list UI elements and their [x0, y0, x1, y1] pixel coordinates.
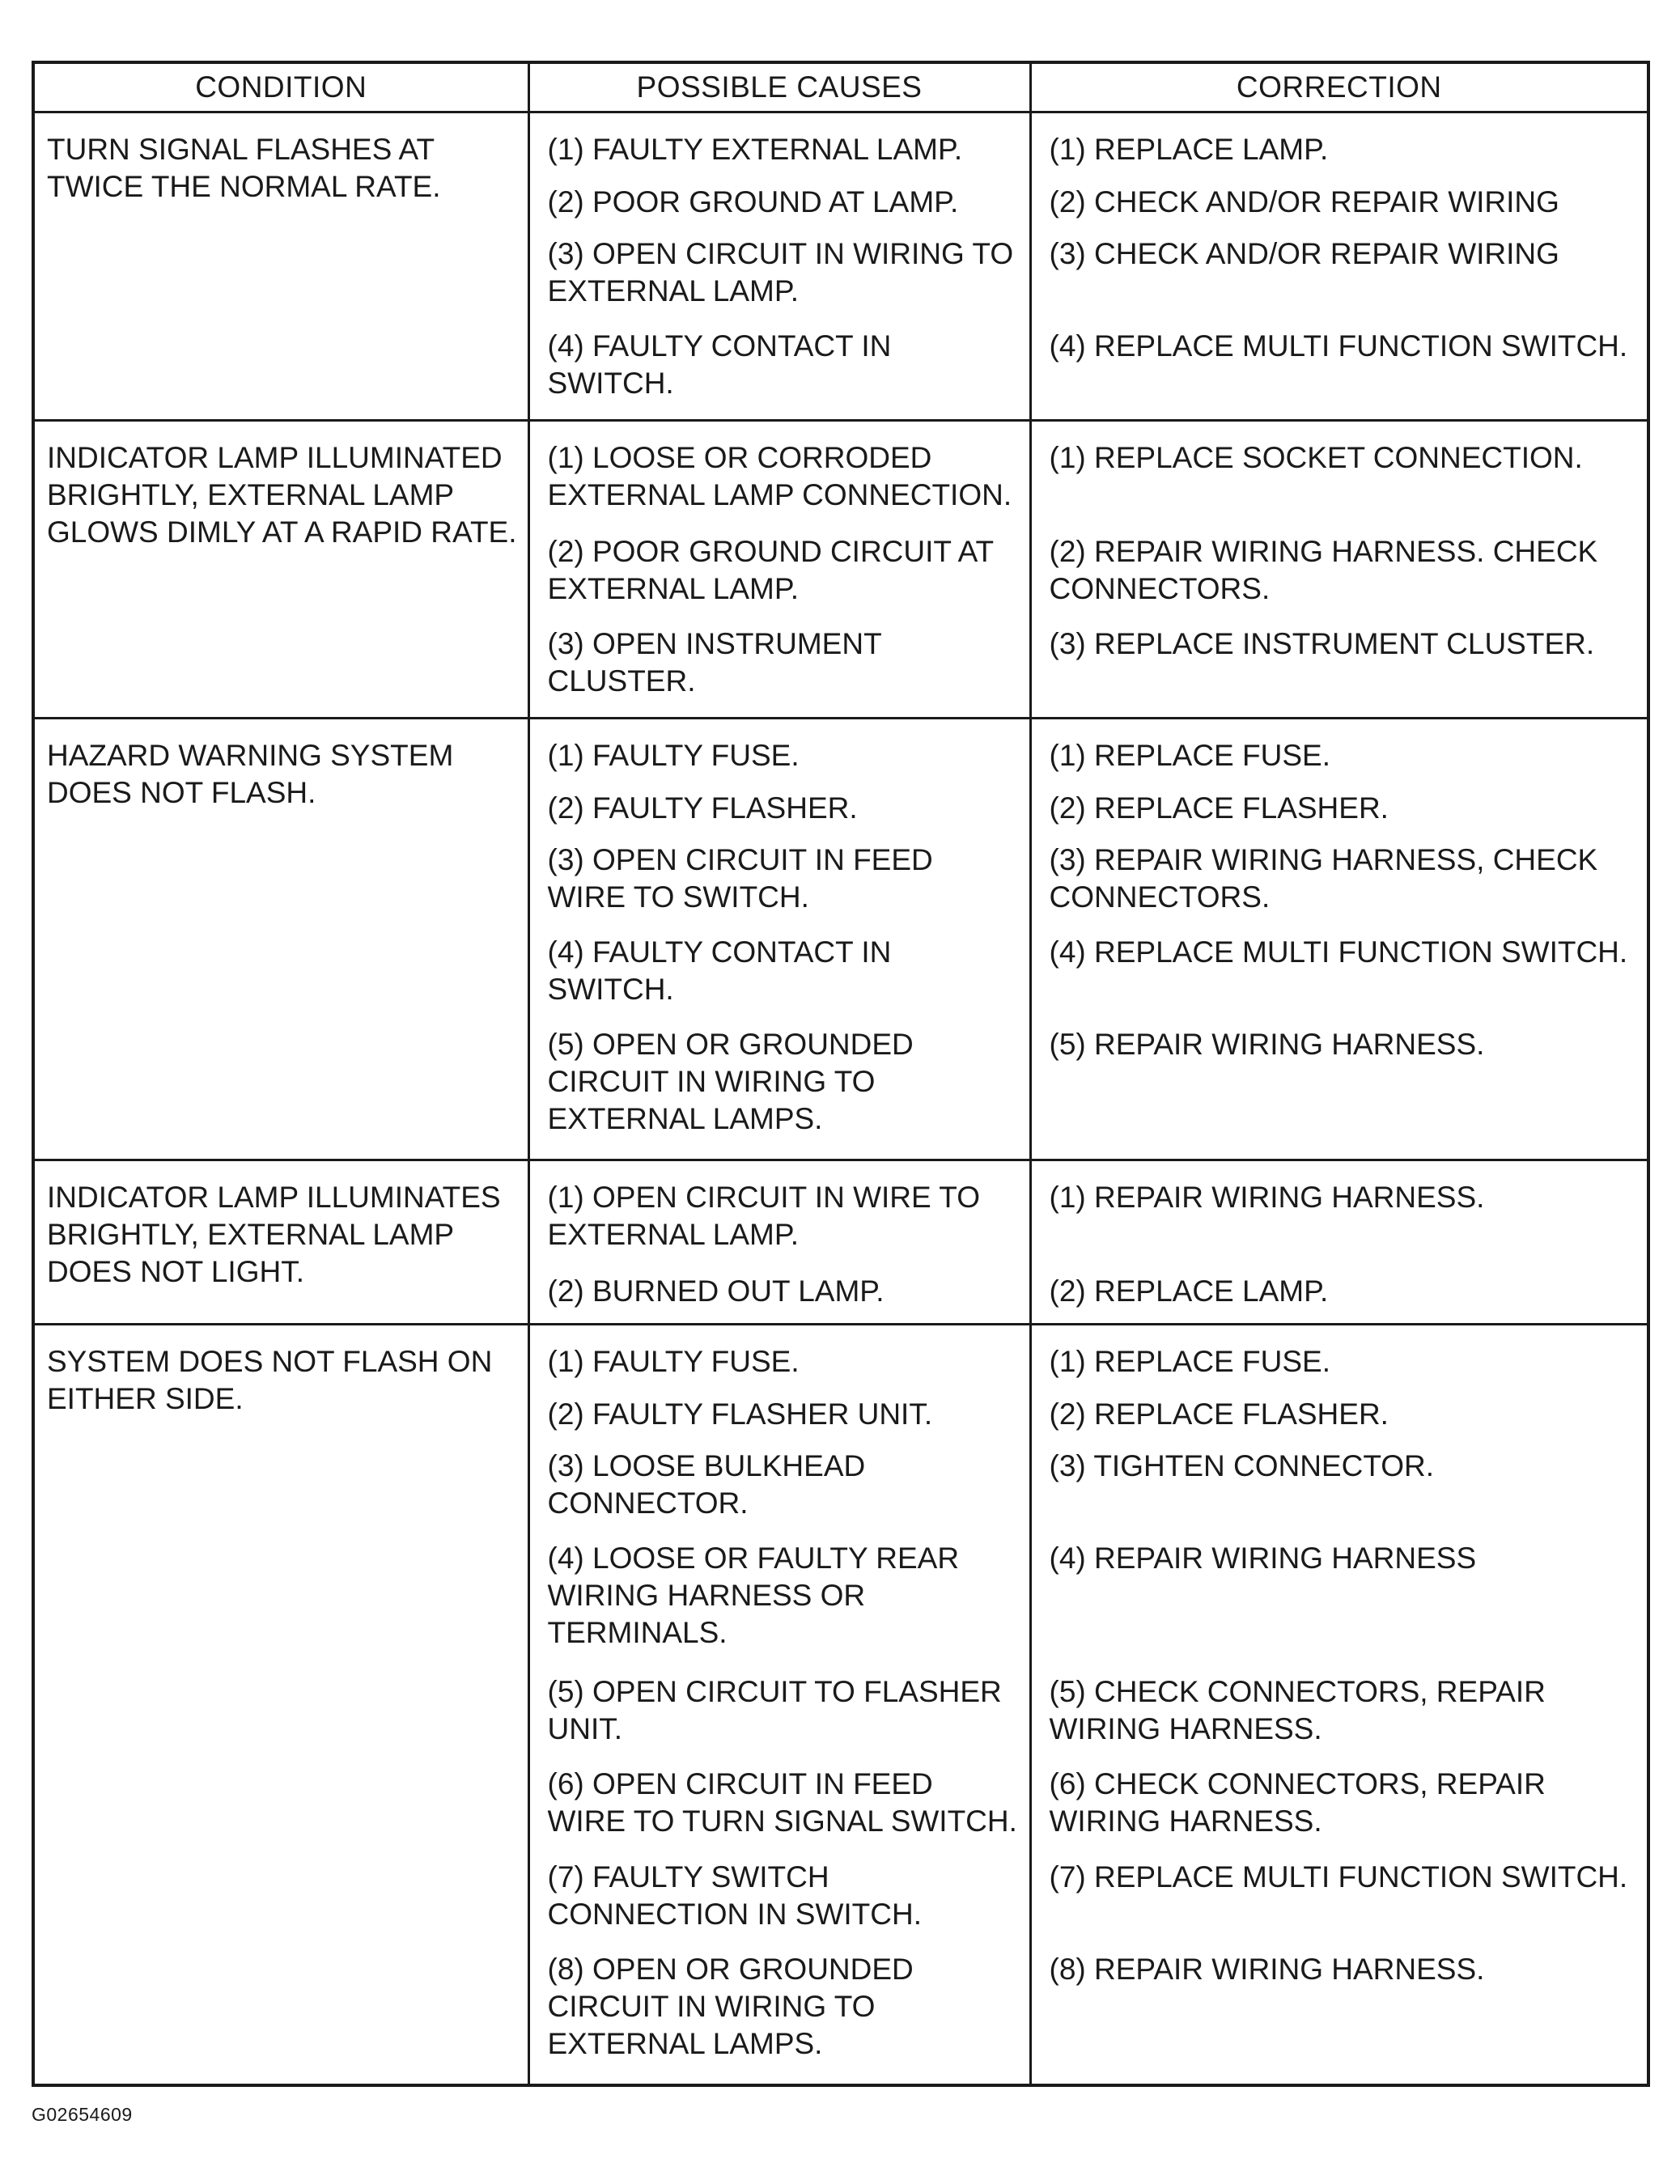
cause-text: (2) POOR GROUND AT LAMP.	[547, 184, 959, 218]
condition-cell	[33, 1325, 528, 2085]
cause-text: (2) FAULTY FLASHER.	[547, 791, 858, 825]
correction-cell	[1030, 719, 1648, 780]
cause-cell	[528, 924, 1030, 1016]
cause-text: (1) OPEN CIRCUIT IN WIRE TO EXTERNAL LAMP.	[547, 1181, 989, 1252]
cause-cell	[528, 1664, 1030, 1756]
correction-cell	[1030, 1849, 1648, 1941]
cause-cell	[528, 1016, 1030, 1160]
cause-text: (1) LOOSE OR CORRODED EXTERNAL LAMP CONNECTION.	[547, 441, 1012, 512]
cause-cell	[528, 1325, 1030, 1386]
correction-text: (3) REPLACE INSTRUMENT CLUSTER.	[1049, 626, 1595, 660]
cause-cell	[528, 524, 1030, 616]
correction-text: (3) CHECK AND/OR REPAIR WIRING	[1049, 236, 1559, 270]
cause-text: (1) FAULTY FUSE.	[547, 1345, 800, 1379]
table-row	[33, 112, 1648, 174]
cause-text: (3) LOOSE BULKHEAD CONNECTOR.	[547, 1449, 874, 1520]
correction-text: (5) REPAIR WIRING HARNESS.	[1049, 1028, 1485, 1062]
cause-text: (5) OPEN CIRCUIT TO FLASHER UNIT.	[547, 1675, 1011, 1746]
correction-text: (4) REPAIR WIRING HARNESS	[1049, 1542, 1477, 1575]
correction-text: (3) REPAIR WIRING HARNESS, CHECK CONNECTORS.	[1049, 842, 1606, 914]
cause-text: (1) FAULTY FUSE.	[547, 739, 800, 773]
cause-text: (6) OPEN CIRCUIT IN FEED WIRE TO TURN SIGNAL SWITCH.	[547, 1767, 1017, 1838]
cause-cell	[528, 226, 1030, 318]
correction-cell	[1030, 1263, 1648, 1325]
cause-text: (3) OPEN CIRCUIT IN WIRING TO EXTERNAL LAMP.	[547, 236, 1022, 307]
diagnosis-table	[32, 61, 1650, 2087]
correction-cell	[1030, 1325, 1648, 1386]
table-row	[33, 719, 1648, 780]
correction-text: (2) CHECK AND/OR REPAIR WIRING	[1049, 184, 1559, 218]
condition-text: TURN SIGNAL FLASHES AT TWICE THE NORMAL RATE.	[47, 133, 443, 203]
correction-cell	[1030, 112, 1648, 174]
correction-cell	[1030, 1016, 1648, 1160]
cause-text: (3) OPEN CIRCUIT IN FEED WIRE TO SWITCH.	[547, 842, 942, 914]
correction-cell	[1030, 174, 1648, 226]
correction-cell	[1030, 780, 1648, 832]
cause-cell	[528, 1530, 1030, 1664]
condition-text: INDICATOR LAMP ILLUMINATES BRIGHTLY, EXTERNAL LAMP DOES NOT LIGHT.	[47, 1181, 509, 1289]
correction-cell	[1030, 226, 1648, 318]
correction-cell	[1030, 524, 1648, 616]
correction-text: (1) REPLACE LAMP.	[1049, 133, 1329, 166]
table-header	[33, 62, 1648, 112]
cause-cell	[528, 780, 1030, 832]
correction-cell	[1030, 1438, 1648, 1530]
table-row	[33, 1160, 1648, 1263]
table-body	[33, 112, 1648, 2086]
cause-cell	[528, 1263, 1030, 1325]
cause-cell	[528, 112, 1030, 174]
header-possible-causes: POSSIBLE CAUSES	[528, 62, 1030, 112]
correction-text: (2) REPLACE FLASHER.	[1049, 791, 1389, 825]
table-row	[33, 421, 1648, 524]
correction-text: (2) REPAIR WIRING HARNESS. CHECK CONNECTORS.	[1049, 534, 1606, 605]
cause-cell	[528, 1386, 1030, 1438]
correction-cell	[1030, 924, 1648, 1016]
condition-cell	[33, 112, 528, 421]
correction-text: (1) REPLACE SOCKET CONNECTION.	[1049, 441, 1583, 475]
cause-text: (5) OPEN OR GROUNDED CIRCUIT IN WIRING TO EXTERNAL LAMPS.	[547, 1028, 923, 1136]
correction-text: (1) REPLACE FUSE.	[1049, 1345, 1330, 1379]
cause-text: (4) FAULTY CONTACT IN SWITCH.	[547, 935, 900, 1007]
correction-text: (1) REPLACE FUSE.	[1049, 739, 1330, 773]
figure-id-label: G02654609	[32, 2104, 133, 2125]
cause-text: (2) BURNED OUT LAMP.	[547, 1274, 885, 1308]
header-row	[33, 62, 1648, 112]
correction-cell	[1030, 1756, 1648, 1848]
correction-text: (8) REPAIR WIRING HARNESS.	[1049, 1952, 1485, 1986]
cause-text: (1) FAULTY EXTERNAL LAMP.	[547, 133, 963, 166]
correction-cell	[1030, 1160, 1648, 1263]
correction-cell	[1030, 1941, 1648, 2085]
cause-cell	[528, 1160, 1030, 1263]
correction-cell	[1030, 616, 1648, 719]
cause-text: (4) LOOSE OR FAULTY REAR WIRING HARNESS OR TERMINALS.	[547, 1542, 968, 1650]
cause-cell	[528, 1849, 1030, 1941]
correction-cell	[1030, 832, 1648, 924]
cause-text: (2) POOR GROUND CIRCUIT AT EXTERNAL LAMP.	[547, 534, 1002, 605]
condition-cell	[33, 421, 528, 719]
correction-cell	[1030, 421, 1648, 524]
correction-text: (2) REPLACE LAMP.	[1049, 1274, 1329, 1308]
correction-text: (4) REPLACE MULTI FUNCTION SWITCH.	[1049, 935, 1628, 969]
cause-cell	[528, 616, 1030, 719]
correction-text: (1) REPAIR WIRING HARNESS.	[1049, 1181, 1485, 1215]
cause-cell	[528, 1756, 1030, 1848]
condition-text: HAZARD WARNING SYSTEM DOES NOT FLASH.	[47, 739, 462, 810]
cause-text: (3) OPEN INSTRUMENT CLUSTER.	[547, 626, 890, 698]
cause-text: (8) OPEN OR GROUNDED CIRCUIT IN WIRING TO EXTERNAL LAMPS.	[547, 1952, 923, 2060]
correction-text: (6) CHECK CONNECTORS, REPAIR WIRING HARNESS.	[1049, 1767, 1555, 1838]
correction-text: (3) TIGHTEN CONNECTOR.	[1049, 1449, 1435, 1483]
cause-text: (2) FAULTY FLASHER UNIT.	[547, 1397, 933, 1431]
cause-cell	[528, 318, 1030, 421]
header-condition: CONDITION	[33, 62, 528, 112]
correction-cell	[1030, 1530, 1648, 1664]
cause-text: (4) FAULTY CONTACT IN SWITCH.	[547, 329, 900, 400]
cause-cell	[528, 1941, 1030, 2085]
condition-cell	[33, 719, 528, 1160]
cause-cell	[528, 1438, 1030, 1530]
header-correction: CORRECTION	[1030, 62, 1648, 112]
correction-text: (7) REPLACE MULTI FUNCTION SWITCH.	[1049, 1860, 1628, 1894]
correction-text: (4) REPLACE MULTI FUNCTION SWITCH.	[1049, 329, 1628, 363]
table-row	[33, 1325, 1648, 1386]
correction-text: (5) CHECK CONNECTORS, REPAIR WIRING HARNESS.	[1049, 1675, 1555, 1746]
cause-cell	[528, 174, 1030, 226]
cause-cell	[528, 719, 1030, 780]
correction-text: (2) REPLACE FLASHER.	[1049, 1397, 1389, 1431]
condition-text: INDICATOR LAMP ILLUMINATED BRIGHTLY, EXTERNAL LAMP GLOWS DIMLY AT A RAPID RATE.	[47, 441, 517, 549]
correction-cell	[1030, 1664, 1648, 1756]
cause-cell	[528, 832, 1030, 924]
correction-cell	[1030, 318, 1648, 421]
cause-text: (7) FAULTY SWITCH CONNECTION IN SWITCH.	[547, 1860, 922, 1931]
correction-cell	[1030, 1386, 1648, 1438]
cause-cell	[528, 421, 1030, 524]
condition-text: SYSTEM DOES NOT FLASH ON EITHER SIDE.	[47, 1345, 501, 1416]
condition-cell	[33, 1160, 528, 1325]
